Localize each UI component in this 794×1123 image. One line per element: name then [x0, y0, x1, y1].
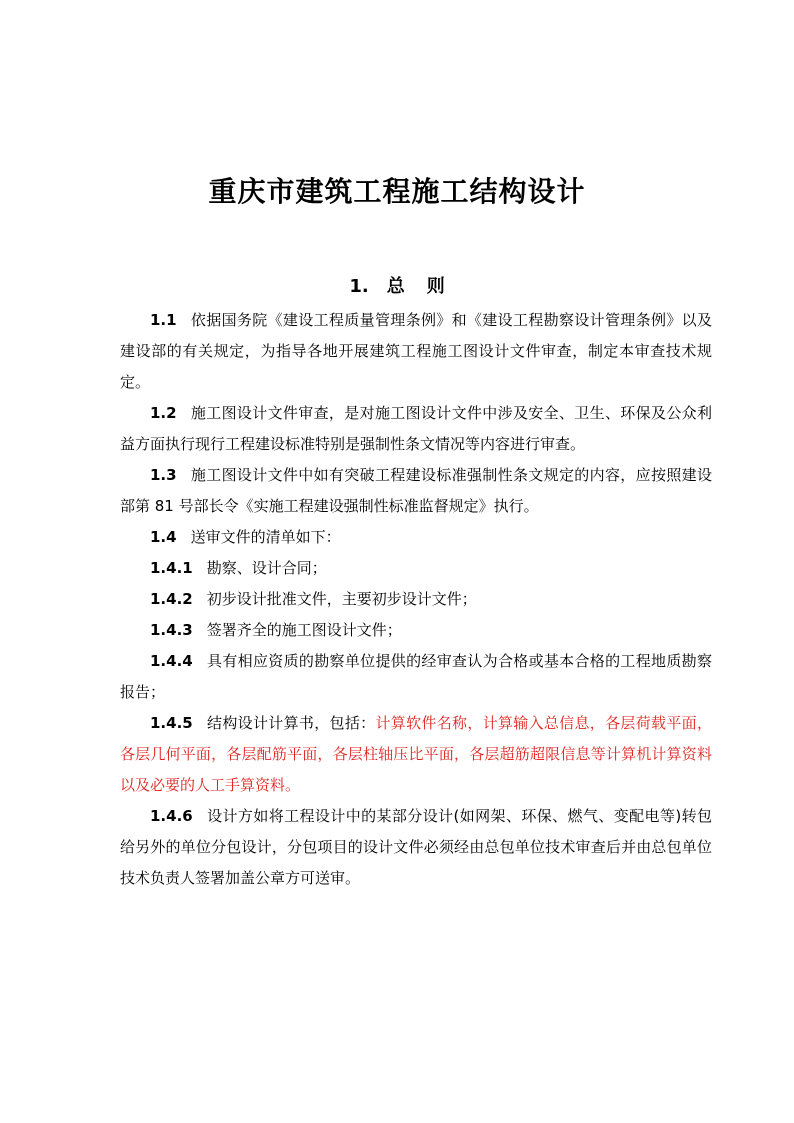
- clause-text: 结构设计计算书，包括：: [206, 714, 376, 732]
- clause-1-4-5: [120, 708, 712, 801]
- clause-1-2: [120, 398, 712, 460]
- clause-text: 依据国务院《建设工程质量管理条例》和《建设工程勘察设计管理条例》以及建设部的有关规定，为指导各地开展建筑工程施工图设计文件审查，制定本审查技术规定。: [120, 311, 712, 391]
- section-title-part1: 总: [386, 276, 405, 297]
- clause-number: 1.4.4: [150, 652, 193, 670]
- clause-text: 送审文件的清单如下：: [190, 528, 341, 546]
- clause-1-4: [120, 522, 712, 553]
- clause-1-4-2: [120, 584, 712, 615]
- clause-number: 1.4: [150, 528, 177, 546]
- clause-text: 具有相应资质的勘察单位提供的经审查认为合格或基本合格的工程地质勘察报告；: [120, 652, 712, 701]
- clause-text: 设计方如将工程设计中的某部分设计(如网架、环保、燃气、变配电等)转包给另外的单位分包设计，分包项目的设计文件必须经由总包单位技术审查后并由总包单位技术负责人签署加盖公章方可送审。: [120, 807, 712, 887]
- clause-number: 1.4.3: [150, 621, 193, 639]
- clause-number: 1.4.2: [150, 590, 193, 608]
- clause-text: 初步设计批准文件，主要初步设计文件；: [206, 590, 477, 608]
- clause-text: 施工图设计文件中如有突破工程建设标准强制性条文规定的内容，应按照建设部第 81 号部长令《实施工程建设强制性标准监督规定》执行。: [120, 466, 712, 515]
- section-heading: [0, 272, 794, 298]
- clause-1-4-1: [120, 553, 712, 584]
- section-title-part2: 则: [426, 276, 445, 297]
- clause-text: 签署齐全的施工图设计文件；: [206, 621, 402, 639]
- clause-number: 1.4.6: [150, 807, 193, 825]
- clause-number: 1.4.1: [150, 559, 193, 577]
- clause-text: 勘察、设计合同；: [206, 559, 327, 577]
- clause-1-3: [120, 460, 712, 522]
- document-title: 重庆市建筑工程施工结构设计: [208, 175, 586, 208]
- clause-text: 施工图设计文件审查，是对施工图设计文件中涉及安全、卫生、环保及公众利益方面执行现行工程建设标准特别是强制性条文情况等内容进行审查。: [120, 404, 712, 453]
- clause-1-4-3: [120, 615, 712, 646]
- clause-highlight-text: 计算软件名称，计算输入总信息，各层荷载平面，各层几何平面，各层配筋平面，各层柱轴压比平面，各层超筋超限信息等计算机计算资料以及必要的人工手算资料。: [120, 714, 712, 794]
- clause-number: 1.3: [150, 466, 177, 484]
- document-body: [120, 305, 712, 894]
- clause-1-1: [120, 305, 712, 398]
- clause-number: 1.1: [150, 311, 177, 329]
- section-number: 1.: [349, 276, 369, 297]
- clause-number: 1.4.5: [150, 714, 193, 732]
- clause-1-4-4: [120, 646, 712, 708]
- clause-1-4-6: [120, 801, 712, 894]
- clause-number: 1.2: [150, 404, 177, 422]
